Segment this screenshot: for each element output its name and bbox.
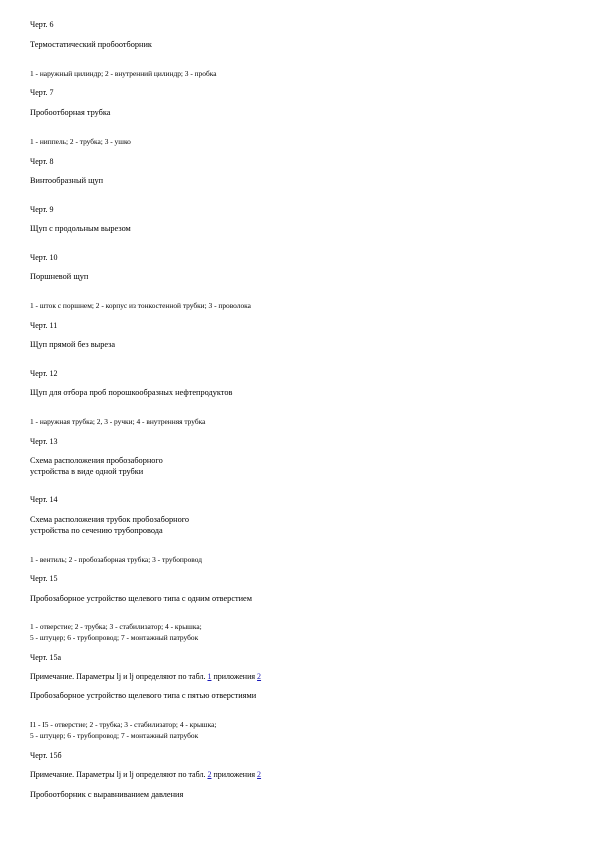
figure-caption: Черт. 15б: [30, 751, 62, 760]
figure-caption: Черт. 8: [30, 157, 54, 166]
figure-title: Схема расположения трубок пробозаборного: [30, 515, 190, 524]
figure-title: Пробоотборная трубка: [30, 108, 111, 117]
figure-title: Пробоотборник с выравниванием давления: [30, 790, 184, 799]
figure-legend: 1 - вентиль; 2 - пробозаборная трубка; 3 - трубопровод: [30, 555, 202, 564]
figure-title: Поршневой щуп: [30, 272, 89, 281]
figure-legend: 1 - отверстие; 2 - трубка; 3 - стабилизатор; 4 - крышка;: [30, 622, 202, 631]
figure-legend: 1 - наружная трубка; 2, 3 - ручки; 4 - внутренняя трубка: [30, 417, 206, 426]
figure-legend: 1 - наружный цилиндр; 2 - внутренний цилиндр; 3 - пробка: [30, 69, 217, 78]
figure-title: устройства по сечению трубопровода: [30, 526, 163, 535]
figure-legend: I1 - I5 - отверстие; 2 - трубка; 3 - стабилизатор; 4 - крышка;: [30, 720, 217, 729]
figure-title: Щуп прямой без выреза: [30, 340, 116, 349]
note: [30, 770, 261, 780]
figure-title: Винтообразный щуп: [30, 176, 104, 185]
figure-caption: Черт. 9: [30, 205, 54, 214]
figure-caption: Черт. 11: [30, 321, 58, 330]
note-text: приложения: [211, 672, 258, 681]
figure-title: Схема расположения пробозаборного: [30, 456, 163, 465]
appendix-ref-link[interactable]: 2: [257, 770, 262, 779]
appendix-ref-link[interactable]: 2: [257, 672, 262, 681]
figure-caption: Черт. 7: [30, 88, 54, 97]
figure-title: Пробозаборное устройство щелевого типа с одним отверстием: [30, 594, 252, 603]
figure-title: Термостатический пробоотборник: [30, 40, 152, 49]
note: [30, 672, 261, 682]
figure-caption: Черт. 12: [30, 369, 58, 378]
table-ref-link[interactable]: 1: [207, 672, 212, 681]
figure-caption: Черт. 6: [30, 20, 54, 29]
figure-caption: Черт. 13: [30, 437, 58, 446]
figure-caption: Черт. 14: [30, 495, 58, 504]
table-ref-link[interactable]: 2: [207, 770, 212, 779]
figure-legend: 1 - шток с поршнем; 2 - корпус из тонкостенной трубки; 3 - проволока: [30, 301, 251, 310]
note-text: приложения: [211, 770, 258, 779]
figure-legend: 1 - ниппель; 2 - трубка; 3 - ушко: [30, 137, 131, 146]
figure-caption: Черт. 15: [30, 574, 58, 583]
figure-title: Щуп с продольным вырезом: [30, 224, 131, 233]
figure-caption: Черт. 15а: [30, 653, 62, 662]
figure-title: Щуп для отбора проб порошкообразных нефтепродуктов: [30, 388, 233, 397]
figure-title: Пробозаборное устройство щелевого типа с пятью отверстиями: [30, 691, 257, 700]
figure-title: устройства в виде одной трубки: [30, 467, 144, 476]
figure-legend: 5 - штуцер; 6 - трубопровод; 7 - монтажный патрубок: [30, 731, 199, 740]
figure-legend: 5 - штуцер; 6 - трубопровод; 7 - монтажный патрубок: [30, 633, 199, 642]
note-text: Примечание. Параметры lj и lj определяют по табл.: [30, 770, 208, 779]
figure-caption: Черт. 10: [30, 253, 58, 262]
note-text: Примечание. Параметры lj и lj определяют по табл.: [30, 672, 208, 681]
